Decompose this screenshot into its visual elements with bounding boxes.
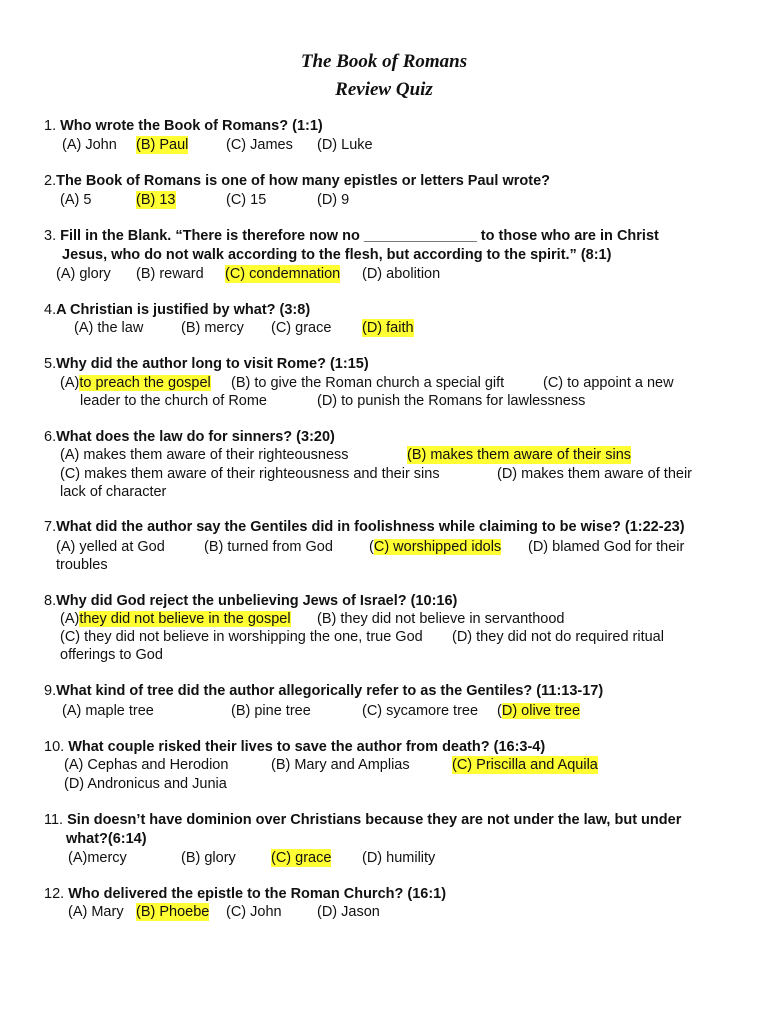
option-b: (B) reward xyxy=(136,266,204,282)
question-number: 8. xyxy=(44,593,57,609)
option-d-line2: offerings to God xyxy=(60,647,163,663)
option-b-answer: (B) Paul xyxy=(136,137,189,153)
option-b: (B) they did not believe in servanthood xyxy=(317,611,565,627)
option-c-answer: (C) Priscilla and Aquila xyxy=(452,757,598,773)
option-d-line2: troubles xyxy=(56,557,108,573)
option-b: (B) Mary and Amplias xyxy=(271,757,410,773)
option-d-answer: (D) faith xyxy=(362,320,414,336)
question-number: 2. xyxy=(44,173,57,189)
option-b-answer: (B) 13 xyxy=(136,192,176,208)
option-c-answer: (C) condemnation xyxy=(225,266,341,282)
question-text: What kind of tree did the author allegorically refer to as the Gentiles? (11:13-17) xyxy=(56,683,604,699)
option-d-line1: (D) makes them aware of their xyxy=(497,466,693,482)
question-number: 10. xyxy=(44,739,65,755)
question-number: 6. xyxy=(44,429,57,445)
option-a-prefix: (A) xyxy=(60,375,80,391)
option-b: (B) pine tree xyxy=(231,703,311,719)
question-text-line1: Sin doesn’t have dominion over Christians because they are not under the law, but under xyxy=(67,812,682,828)
question-2 xyxy=(44,172,550,190)
option-b: (B) glory xyxy=(181,850,236,866)
question-7 xyxy=(44,518,685,536)
question-5 xyxy=(44,355,369,373)
option-a-answer: to preach the gospel xyxy=(79,375,211,391)
question-number: 5. xyxy=(44,356,57,372)
question-3 xyxy=(44,227,659,245)
option-a xyxy=(60,374,211,392)
question-number: 12. xyxy=(44,886,65,902)
option-a: (A) yelled at God xyxy=(56,539,165,555)
option-a-answer: they did not believe in the gospel xyxy=(79,611,291,627)
question-4 xyxy=(44,301,310,319)
question-1 xyxy=(44,117,323,135)
option-a: (A) maple tree xyxy=(62,703,154,719)
option-d-line1: (D) they did not do required ritual xyxy=(452,629,664,645)
option-a: (A)mercy xyxy=(68,850,127,866)
option-a: (A) makes them aware of their righteousness xyxy=(60,447,349,463)
option-c-answer: C) worshipped idols xyxy=(373,539,502,555)
option-c: (C) James xyxy=(226,137,293,153)
option-b: (B) to give the Roman church a special gift xyxy=(231,375,505,391)
question-text: A Christian is justified by what? (3:8) xyxy=(56,302,311,318)
question-text: Why did the author long to visit Rome? (1:15) xyxy=(56,356,369,372)
option-b-answer: (B) Phoebe xyxy=(136,904,210,920)
option-c: (C) John xyxy=(226,904,282,920)
option-c-prefix: ( xyxy=(369,539,374,555)
option-a: (A) Cephas and Herodion xyxy=(64,757,229,773)
question-text: What does the law do for sinners? (3:20) xyxy=(56,429,335,445)
option-c-answer: (C) grace xyxy=(271,850,332,866)
doc-subtitle: Review Quiz xyxy=(335,79,433,100)
option-c: (C) makes them aware of their righteousness and their sins xyxy=(60,466,440,482)
option-b: (B) mercy xyxy=(181,320,244,336)
option-d: (D) Luke xyxy=(317,137,373,153)
question-text: Who wrote the Book of Romans? (1:1) xyxy=(60,118,323,134)
question-number: 4. xyxy=(44,302,57,318)
option-a: (A) 5 xyxy=(60,192,92,208)
question-number: 9. xyxy=(44,683,57,699)
question-number: 7. xyxy=(44,519,57,535)
option-d: (D) abolition xyxy=(362,266,441,282)
question-9 xyxy=(44,682,603,700)
question-12 xyxy=(44,885,446,903)
question-text: What did the author say the Gentiles did in foolishness while claiming to be wise? (1:22-23) xyxy=(56,519,685,535)
question-6 xyxy=(44,428,335,446)
question-text-line2: Jesus, who do not walk according to the flesh, but according to the spirit.” (8:1) xyxy=(62,247,612,263)
question-text-line2: what?(6:14) xyxy=(66,831,147,847)
question-number: 11. xyxy=(44,812,64,828)
option-c: (C) sycamore tree xyxy=(362,703,479,719)
option-c-line1: (C) to appoint a new xyxy=(543,375,674,391)
question-11 xyxy=(44,811,681,829)
doc-title: The Book of Romans xyxy=(300,51,468,72)
option-c: (C) 15 xyxy=(226,192,267,208)
option-d: (D) 9 xyxy=(317,192,350,208)
option-a: (A) John xyxy=(62,137,117,153)
question-number: 1. xyxy=(44,118,57,134)
option-d xyxy=(497,702,580,720)
question-number: 3. xyxy=(44,228,57,244)
option-d-prefix: ( xyxy=(497,703,502,719)
option-a xyxy=(60,610,291,628)
question-10 xyxy=(44,738,545,756)
option-c: (C) grace xyxy=(271,320,332,336)
option-d-answer: D) olive tree xyxy=(501,703,581,719)
option-d-line2: lack of character xyxy=(60,484,167,500)
option-a: (A) glory xyxy=(56,266,111,282)
question-text: What couple risked their lives to save the author from death? (16:3-4) xyxy=(68,739,546,755)
question-text: Who delivered the epistle to the Roman Church? (16:1) xyxy=(68,886,447,902)
option-c xyxy=(369,538,501,556)
option-a: (A) Mary xyxy=(68,904,124,920)
option-d-line1: (D) blamed God for their xyxy=(528,539,685,555)
option-a: (A) the law xyxy=(74,320,144,336)
option-b-answer: (B) makes them aware of their sins xyxy=(407,447,632,463)
option-d: (D) to punish the Romans for lawlessness xyxy=(317,393,586,409)
option-d: (D) Jason xyxy=(317,904,380,920)
question-8 xyxy=(44,592,457,610)
option-a-prefix: (A) xyxy=(60,611,80,627)
question-text: The Book of Romans is one of how many epistles or letters Paul wrote? xyxy=(56,173,550,189)
option-c: (C) they did not believe in worshipping the one, true God xyxy=(60,629,423,645)
option-c-line2: leader to the church of Rome xyxy=(80,393,267,409)
option-b: (B) turned from God xyxy=(204,539,333,555)
question-text-line1: Fill in the Blank. “There is therefore now no ______________ to those who are in Christ xyxy=(60,228,659,244)
option-d: (D) Andronicus and Junia xyxy=(64,776,227,792)
question-text: Why did God reject the unbelieving Jews of Israel? (10:16) xyxy=(56,593,458,609)
option-d: (D) humility xyxy=(362,850,436,866)
